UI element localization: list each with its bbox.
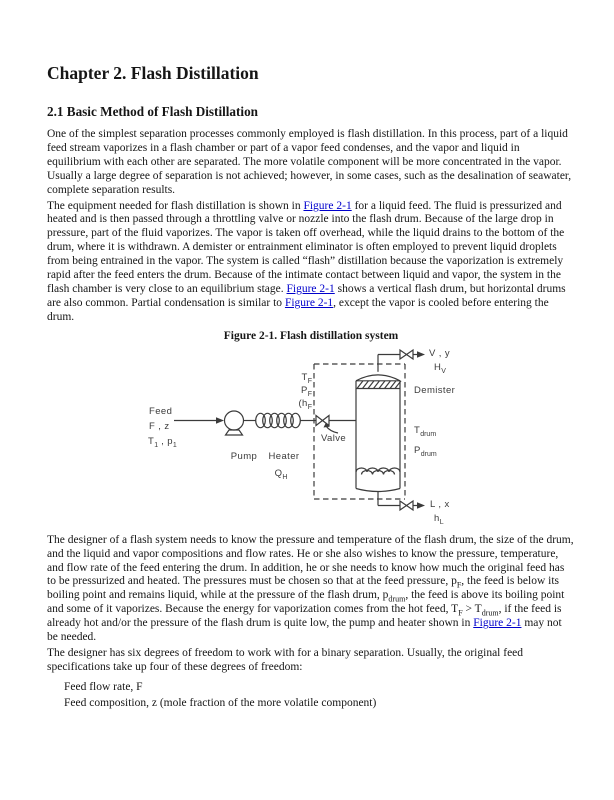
subscript: H xyxy=(282,473,288,481)
label-qh: $Q_H$ xyxy=(274,467,288,481)
subscript: L xyxy=(439,518,444,526)
subscript: drum xyxy=(388,594,406,604)
feed-arrow xyxy=(174,417,224,423)
liquid-outlet-line xyxy=(378,491,425,510)
subscript: drum xyxy=(420,430,437,438)
label-p-drum: $P_{drum}$ xyxy=(414,444,437,458)
spec-feed-composition: Feed composition, z (mole fraction of the more volatile component) xyxy=(64,697,377,710)
pump-symbol xyxy=(225,411,257,435)
subscript: V xyxy=(441,367,446,375)
subscript: F xyxy=(307,403,312,411)
label-tf: $T_F$ xyxy=(301,371,312,385)
subscript: drum xyxy=(481,608,499,618)
figure-2-1-link[interactable]: Figure 2-1 xyxy=(473,617,522,630)
label-demister: Demister xyxy=(414,384,456,396)
subscript: F xyxy=(307,377,312,385)
label-valve: Valve xyxy=(321,432,347,444)
feed-specification-list xyxy=(47,679,575,712)
paragraph-degrees-of-freedom: The designer has six degrees of freedom to work with for a binary separation. Usually, the original feed specifications take up four of these degrees of freedom: xyxy=(47,646,524,673)
subscript: F xyxy=(307,390,312,398)
label-f-z: F , z xyxy=(149,420,170,432)
flash-drum xyxy=(356,375,400,492)
figure-caption: Figure 2-1. Flash distillation system xyxy=(223,329,399,342)
throttle-valve-symbol xyxy=(316,415,356,433)
label-l-x: L , x xyxy=(430,498,450,510)
label-pump: Pump xyxy=(230,450,258,462)
label-feed: Feed xyxy=(149,405,173,417)
figure-2-1-link[interactable]: Figure 2-1 xyxy=(284,296,334,309)
spec-feed-flow-rate: Feed flow rate, F xyxy=(64,680,143,693)
demister-hatch xyxy=(357,380,401,388)
subscript: F xyxy=(456,580,462,590)
label-t1-p1: $T_1$ , $p_1$ xyxy=(148,435,177,449)
paragraph-intro: One of the simplest separation processes commonly employed is flash distillation. In this process, part of a liquid feed stream vaporizes in a flash chamber or part of a vapor feed condenses, and the vapor and liquid in equilibrium with each other are separated. The more volatile component will be more concentrated in the vapor. Usually a large degree of separation is not achieved; however, in some cases, such as the desalination of seawater, complete separation results. xyxy=(47,128,572,196)
subscript: drum xyxy=(420,450,437,458)
chapter-title: Chapter 2. Flash Distillation xyxy=(47,63,259,83)
subscript: F xyxy=(458,608,463,618)
label-heater: Heater xyxy=(268,450,300,462)
label-v-y: V , y xyxy=(429,347,451,359)
dashed-boundary xyxy=(314,364,405,499)
vapor-outlet-line xyxy=(378,350,425,372)
paragraph-equipment: The equipment needed for flash distillation is shown in Figure 2-1 for a liquid feed. The fluid is pressurized and heated and is then passed through a throttling valve or nozzle into the flash drum. Because of the large drop in pressure, part of the fluid vaporizes. The vapor is taken off overhead, while the liquid drains to the bottom of the drum, where it is withdrawn. A demister or entrainment eliminator is often employed to prevent liquid droplets from being entrained in the vapor. The system is called “flash” distillation because the vaporization is extremely rapid after the feed enters the drum. Because of the intimate contact between liquid and vapor, the system in the flash chamber is very close to an equilibrium stage. Figure 2-1 shows a vertical flash drum, but horizontal drums are also common. Partial condensation is similar to Figure 2-1, except the vapor is cooled before entering the drum. xyxy=(47,199,566,323)
label-hf: ($h_F$ xyxy=(298,397,312,411)
paragraph-designer: The designer of a flash system needs to know the pressure and temperature of the flash drum, the size of the drum, and the liquid and vapor compositions and flow rates. He or she also wishes to know the pressure, temperature, and flow rate of the feed entering the drum. In addition, he or she needs to know how much the original feed has to be pressurized and heated. The pressures must be chosen so that at the feed pressure, $p_F$, the feed is below its boiling point and remains liquid, while at the pressure of the flash drum, $p_{drum}$, the feed is above its boiling point and some of it vaporizes. Because the energy for vaporization comes from the hot feed, $T_F > T_{drum}$, if the feed is already hot and/or the pressure of the flash drum is quite low, the pump and heater shown in Figure 2-1 may not be needed. xyxy=(47,533,574,644)
label-hl: $h_L$ xyxy=(434,512,444,526)
heater-coil xyxy=(256,413,316,427)
label-hv: $H_V$ xyxy=(434,361,446,375)
subscript: 1 xyxy=(172,441,177,449)
label-t-drum: $T_{drum}$ xyxy=(414,424,437,438)
figure-2-1-link[interactable]: Figure 2-1 xyxy=(286,282,335,295)
section-title: 2.1 Basic Method of Flash Distillation xyxy=(47,104,259,119)
subscript: 1 xyxy=(154,441,159,449)
liquid-level xyxy=(356,468,400,475)
figure-2-1-link[interactable]: Figure 2-1 xyxy=(303,199,352,212)
label-pf: $P_F$ xyxy=(300,384,312,398)
flash-distillation-diagram xyxy=(146,342,476,532)
